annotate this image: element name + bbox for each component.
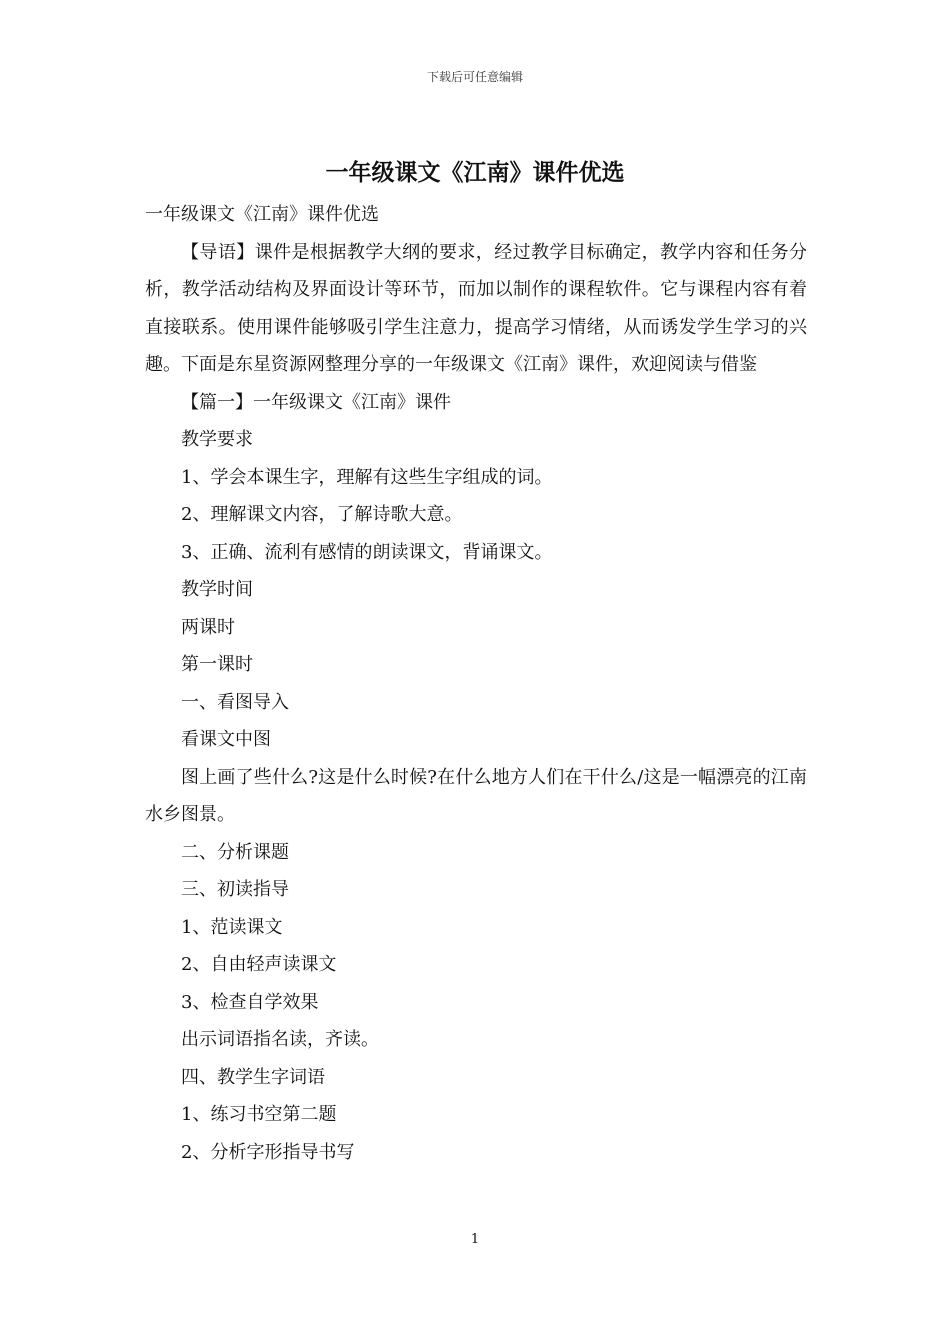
- paragraph: 两课时: [181, 616, 235, 638]
- paragraph: 一年级课文《江南》课件优选: [145, 204, 379, 225]
- paragraph: 三、初读指导: [181, 879, 289, 900]
- paragraph: 一、看图导入: [181, 691, 289, 713]
- paragraph: 教学时间: [181, 579, 253, 600]
- paragraph: 2、理解课文内容，了解诗歌大意。: [181, 504, 463, 525]
- paragraph: 1、练习书空第二题: [181, 1104, 337, 1125]
- paragraph: 1、学会本课生字，理解有这些生字组成的词。: [181, 466, 553, 488]
- paragraph: 3、检查自学效果: [181, 991, 319, 1013]
- document-title: 一年级课文《江南》课件优选: [325, 159, 625, 186]
- paragraph: 图上画了些什么?这是什么时候?在什么地方人们在干什么/这是一幅漂亮的江南水乡图景。: [145, 766, 807, 825]
- paragraph: 四、教学生字词语: [181, 1066, 325, 1088]
- paragraph: 3、正确、流利有感情的朗读课文，背诵课文。: [181, 541, 553, 563]
- paragraph: 第一课时: [181, 654, 253, 675]
- document-body: [145, 196, 807, 1171]
- paragraph: 教学要求: [181, 429, 253, 450]
- paragraph: 1、范读课文: [181, 916, 283, 938]
- paragraph: 2、自由轻声读课文: [181, 954, 337, 975]
- paragraph: 2、分析字形指导书写: [181, 1141, 355, 1163]
- header-note: 下载后可任意编辑: [426, 70, 523, 84]
- paragraph: 【篇一】一年级课文《江南》课件: [181, 391, 451, 413]
- page-number: 1: [470, 1232, 480, 1247]
- paragraph: 出示词语指名读，齐读。: [181, 1029, 379, 1050]
- paragraph: 看课文中图: [181, 729, 271, 750]
- paragraph: 二、分析课题: [181, 841, 289, 863]
- paragraph: 【导语】课件是根据教学大纲的要求，经过教学目标确定，教学内容和任务分析，教学活动结构及界面设计等环节，而加以制作的课程软件。它与课程内容有着直接联系。使用课件能够吸引学生注意力，提高学习情绪，从而诱发学生学习的兴趣。下面是东星资源网整理分享的一年级课文《江南》课件，欢迎阅读与借鉴: [145, 241, 807, 375]
